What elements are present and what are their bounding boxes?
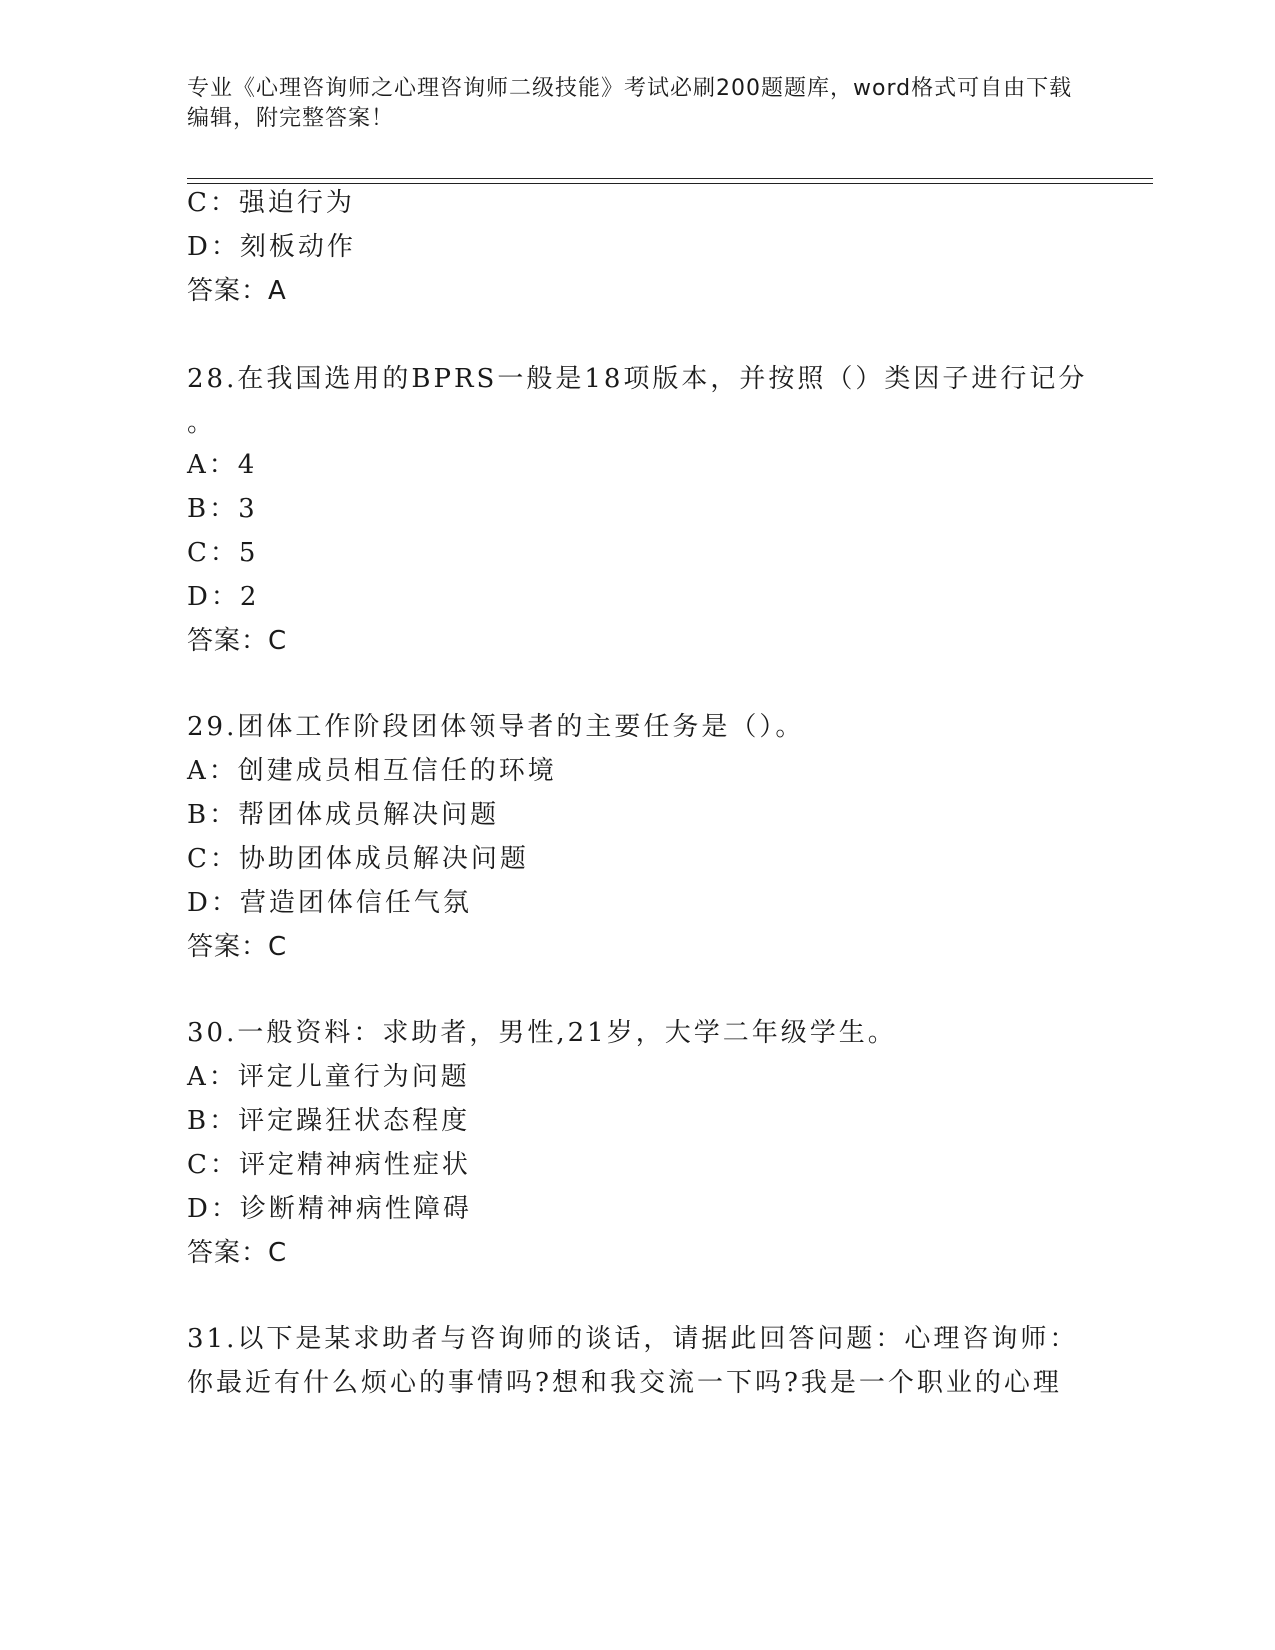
header-divider-bottom — [187, 183, 1153, 184]
question-30-option-d: D：诊断精神病性障碍 — [187, 1194, 472, 1224]
question-30-option-b: B：评定躁狂状态程度 — [187, 1106, 471, 1136]
question-28-option-c: C：5 — [187, 538, 259, 568]
question-28-stem-cont: 。 — [187, 408, 217, 438]
question-30-stem: 30.一般资料：求助者，男性,21岁，大学二年级学生。 — [187, 1018, 897, 1048]
option-c: C：强迫行为 — [187, 188, 355, 218]
question-28-answer: 答案：C — [187, 626, 288, 656]
document-header: 专业《心理咨询师之心理咨询师二级技能》考试必刷200题题库，word格式可自由下载编辑，附完整答案！ — [187, 76, 1073, 131]
question-29-stem: 29.团体工作阶段团体领导者的主要任务是（）。 — [187, 712, 805, 742]
question-29-option-d: D：营造团体信任气氛 — [187, 888, 472, 918]
question-28-option-d: D：2 — [187, 582, 260, 612]
question-30-option-c: C：评定精神病性症状 — [187, 1150, 471, 1180]
question-31-stem-cont: 你最近有什么烦心的事情吗?想和我交流一下吗?我是一个职业的心理 — [187, 1368, 1062, 1398]
question-28-option-b: B：3 — [187, 494, 258, 524]
option-d: D：刻板动作 — [187, 232, 356, 262]
answer: 答案：A — [187, 276, 287, 306]
header-divider-top — [187, 178, 1153, 179]
question-28-option-a: A：4 — [187, 450, 258, 480]
question-29-option-a: A：创建成员相互信任的环境 — [187, 756, 557, 786]
question-28-stem: 28.在我国选用的BPRS一般是18项版本，并按照（）类因子进行记分 — [187, 364, 1088, 394]
question-29-option-c: C：协助团体成员解决问题 — [187, 844, 529, 874]
question-29-option-b: B：帮团体成员解决问题 — [187, 800, 500, 830]
question-30-answer: 答案：C — [187, 1238, 288, 1268]
question-31-stem: 31.以下是某求助者与咨询师的谈话，请据此回答问题：心理咨询师： — [187, 1324, 1079, 1354]
question-30-option-a: A：评定儿童行为问题 — [187, 1062, 470, 1092]
question-29-answer: 答案：C — [187, 932, 288, 962]
